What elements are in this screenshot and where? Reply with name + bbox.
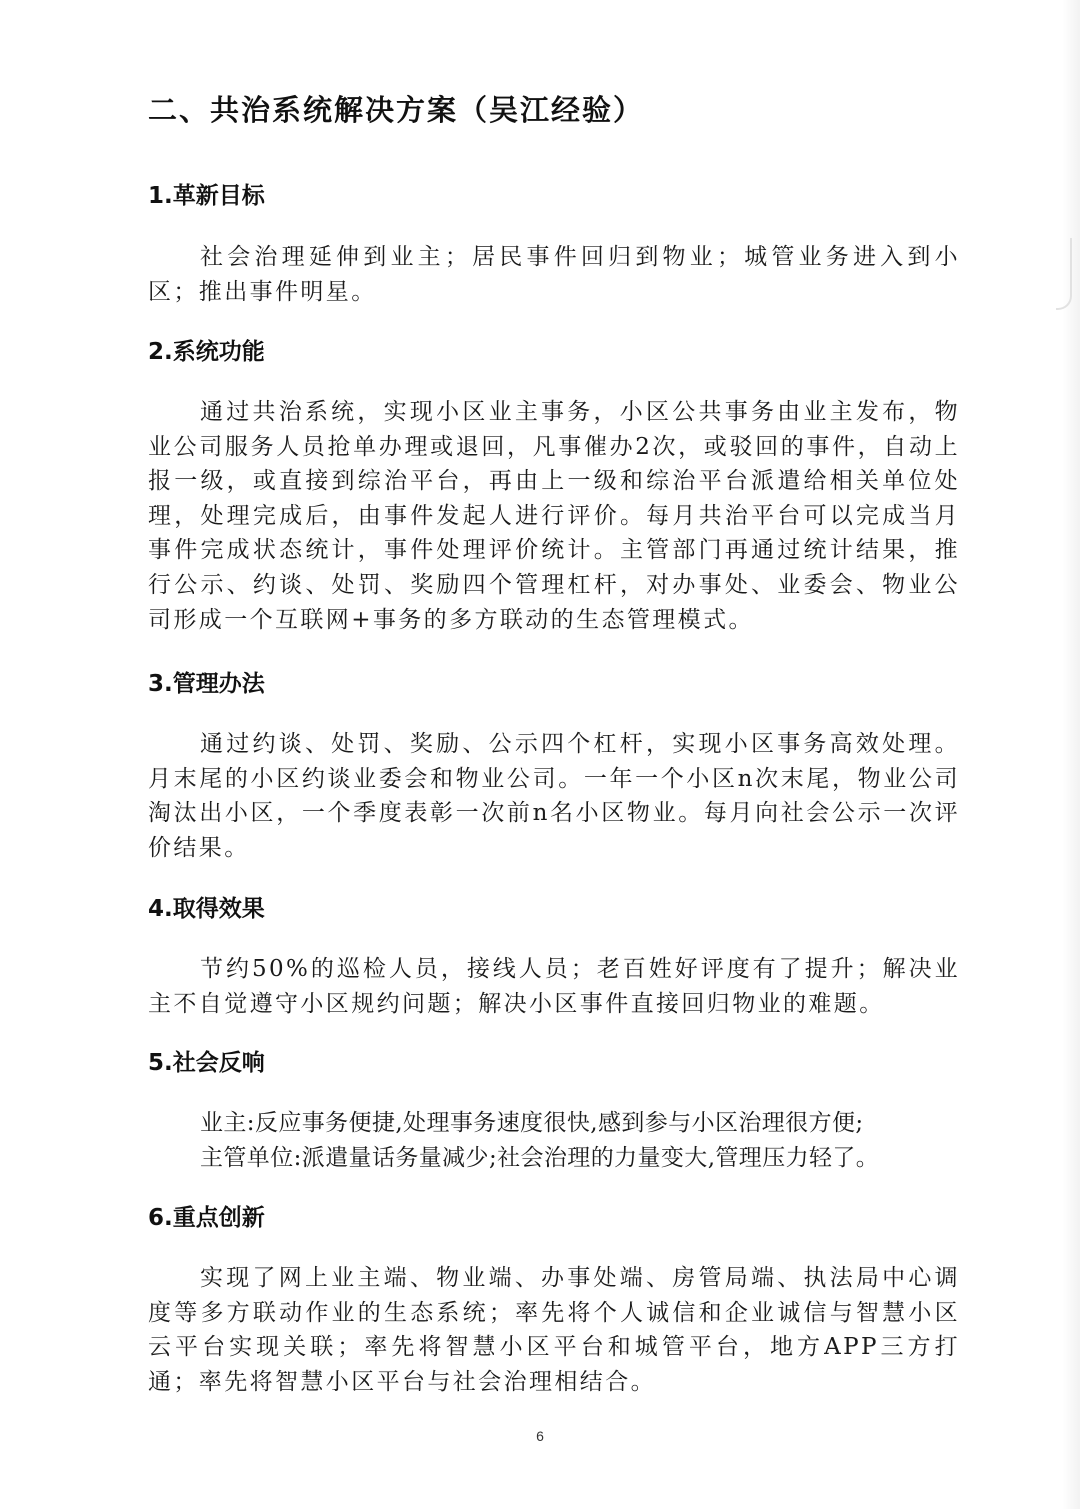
section-paragraph: 实现了网上业主端、物业端、办事处端、房管局端、执法局中心调度等多方联动作业的生态系统；率先将个人诚信和企业诚信与智慧小区云平台实现关联；率先将智慧小区平台和城管平台，地方APP三方打通；率先将智慧小区平台与社会治理相结合。 <box>148 1265 960 1395</box>
section-paragraph: 业主:反应事务便捷,处理事务速度很快,感到参与小区治理很方便; <box>200 1110 864 1136</box>
page-edge-shadow <box>1062 0 1080 1509</box>
section-paragraph: 主管单位:派遣量话务量减少;社会治理的力量变大,管理压力轻了。 <box>200 1145 880 1171</box>
section-heading-system-function: 2.系统功能 <box>148 339 265 365</box>
section-paragraph: 节约50%的巡检人员，接线人员；老百姓好评度有了提升；解决业主不自觉遵守小区规约问题；解决小区事件直接回归物业的难题。 <box>148 956 960 1017</box>
section-heading-results: 4.取得效果 <box>148 896 265 922</box>
section-heading-innovation-goal: 1.革新目标 <box>148 183 265 209</box>
section-paragraph: 通过共治系统，实现小区业主事务，小区公共事务由业主发布，物业公司服务人员抢单办理或退回，凡事催办2次，或驳回的事件，自动上报一级，或直接到综治平台，再由上一级和综治平台派遣给相关单位处理，处理完成后，由事件发起人进行评价。每月共治平台可以完成当月事件完成状态统计，事件处理评价统计。主管部门再通过统计结果，推行公示、约谈、处罚、奖励四个管理杠杆，对办事处、业委会、物业公司形成一个互联网+事务的多方联动的生态管理模式。 <box>148 399 960 633</box>
scroll-indicator[interactable] <box>1056 238 1072 310</box>
page-number: 6 <box>536 1428 544 1444</box>
section-paragraph: 社会治理延伸到业主；居民事件回归到物业；城管业务进入到小区；推出事件明星。 <box>148 244 960 305</box>
section-heading-management-method: 3.管理办法 <box>148 671 265 697</box>
section-paragraph: 通过约谈、处罚、奖励、公示四个杠杆，实现小区事务高效处理。月末尾的小区约谈业委会和物业公司。一年一个小区n次末尾，物业公司淘汰出小区，一个季度表彰一次前n名小区物业。每月向社会公示一次评价结果。 <box>148 731 960 861</box>
section-heading-social-response: 5.社会反响 <box>148 1050 265 1076</box>
document-title: 二、共治系统解决方案（吴江经验） <box>148 93 645 127</box>
section-heading-key-innovation: 6.重点创新 <box>148 1205 265 1231</box>
